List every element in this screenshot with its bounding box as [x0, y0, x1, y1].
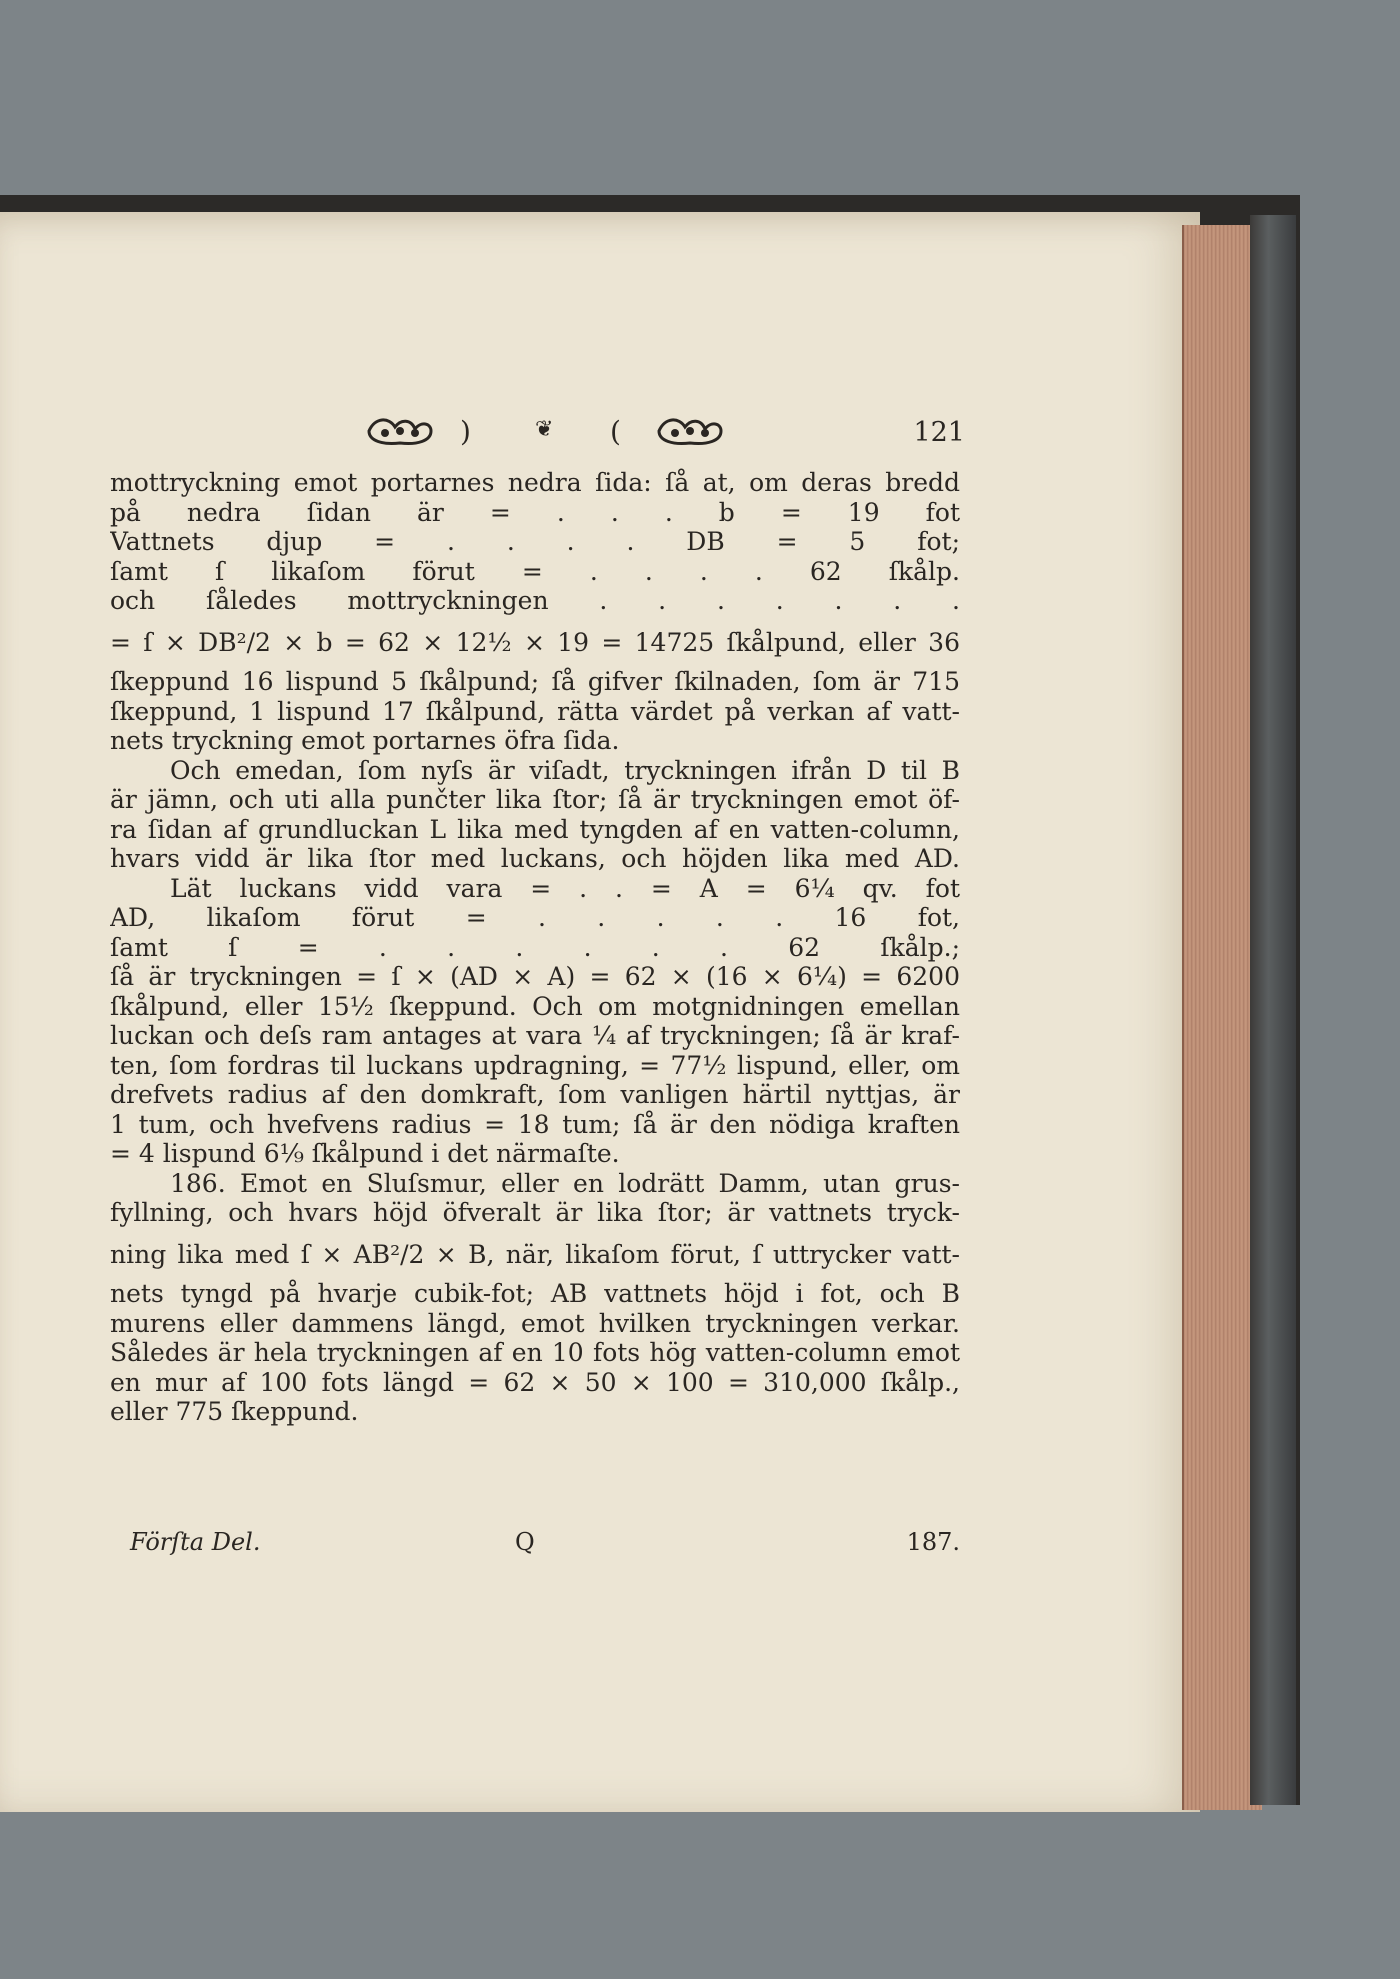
- text-line: AD, likaſom förut = . . . . . 16 fot,: [110, 903, 960, 932]
- text-line: ra ſidan af grundluckan L lika med tyngden af en vatten-column,: [110, 814, 960, 844]
- text-line: ſå är tryckningen = ſ × (AD × A) = 62 × (16 × 6¼) = 6200: [110, 962, 960, 991]
- formula-line: = ſ × DB²/2 × b = 62 × 12½ × 19 = 14725 ſkålpund, eller 36: [110, 627, 960, 657]
- text-line: ſkeppund, 1 lispund 17 ſkålpund, rätta värdet på verkan af vatt-: [110, 696, 960, 726]
- text-line: fyllning, och hvars höjd öfveralt är lika ſtor; är vattnets tryck-: [110, 1198, 960, 1227]
- text-line: 1 tum, och hvefvens radius = 18 tum; ſå är den nödiga kraften: [110, 1109, 960, 1139]
- text-line: hvars vidd är lika ſtor med luckans, och höjden lika med AD.: [110, 844, 960, 873]
- text-line: ſkeppund 16 lispund 5 ſkålpund; ſå gifver ſkilnaden, ſom är 715: [110, 667, 960, 696]
- text-line: en mur af 100 fots längd = 62 × 50 × 100 = 310,000 ſkålp.,: [110, 1367, 960, 1397]
- text-line: murens eller dammens längd, emot hvilken tryckningen verkar.: [110, 1308, 960, 1338]
- ornament-left-icon: [365, 415, 435, 447]
- catchword: 187.: [906, 1528, 960, 1556]
- text-line: och ſåledes mottryckningen . . . . . . .: [110, 586, 960, 615]
- text-line: är jämn, och uti alla punčter lika ſtor; ſå är tryckningen emot öf-: [110, 785, 960, 814]
- text-line: ſamt ſ = . . . . . . 62 ſkålp.;: [110, 932, 960, 962]
- ornament-bracket-right-icon: (: [610, 415, 621, 448]
- text-line: Lät luckans vidd vara = . . = A = 6¼ qv. fot: [170, 873, 960, 903]
- text-line: Och emedan, ſom nyſs är viſadt, tryckningen ifrån D til B: [170, 755, 960, 785]
- signature-mark: Q: [515, 1528, 535, 1556]
- formula-line: ning lika med ſ × AB²/2 × B, när, likaſom förut, ſ uttrycker vatt-: [110, 1239, 960, 1269]
- text-line: 186. Emot en Sluſsmur, eller en lodrätt Damm, utan grus-: [170, 1168, 960, 1198]
- body-text: [110, 468, 960, 1427]
- page-number: 121: [913, 417, 965, 448]
- text-line: nets tyngd på hvarje cubik-fot; AB vattnets höjd i fot, och B: [110, 1279, 960, 1308]
- text-line: Vattnets djup = . . . . DB = 5 fot;: [110, 527, 960, 556]
- text-line: eller 775 ſkeppund.: [110, 1397, 359, 1426]
- text-line: nets tryckning emot portarnes öfra ſida.: [110, 726, 620, 755]
- text-line: ten, ſom fordras til luckans updragning, = 77½ lispund, eller, om: [110, 1050, 960, 1080]
- text-line: Således är hela tryckningen af en 10 fots hög vatten-column emot: [110, 1338, 960, 1367]
- book-cover: [1250, 215, 1296, 1805]
- signature-title: Förſta Del.: [130, 1528, 261, 1556]
- text-line: ſamt ſ likaſom förut = . . . . 62 ſkålp.: [110, 556, 960, 586]
- running-header: [365, 415, 965, 451]
- text-line: ſkålpund, eller 15½ ſkeppund. Och om motgnidningen emellan: [110, 991, 960, 1021]
- text-line: mottryckning emot portarnes nedra ſida: ſå at, om deras bredd: [110, 468, 960, 497]
- text-line: = 4 lispund 6⅑ ſkålpund i det närmaſte.: [110, 1139, 620, 1168]
- ornament-center-icon: ❦: [535, 417, 554, 442]
- page-footer: [110, 1528, 960, 1564]
- ornament-right-icon: [655, 415, 725, 447]
- text-line: drefvets radius af den domkraft, ſom vanligen härtil nyttjas, är: [110, 1080, 960, 1109]
- text-line: luckan och deſs ram antages at vara ¼ af tryckningen; ſå är kraf-: [110, 1021, 960, 1050]
- ornament-bracket-left-icon: ): [460, 415, 471, 448]
- text-line: på nedra ſidan är = . . . b = 19 fot: [110, 497, 960, 527]
